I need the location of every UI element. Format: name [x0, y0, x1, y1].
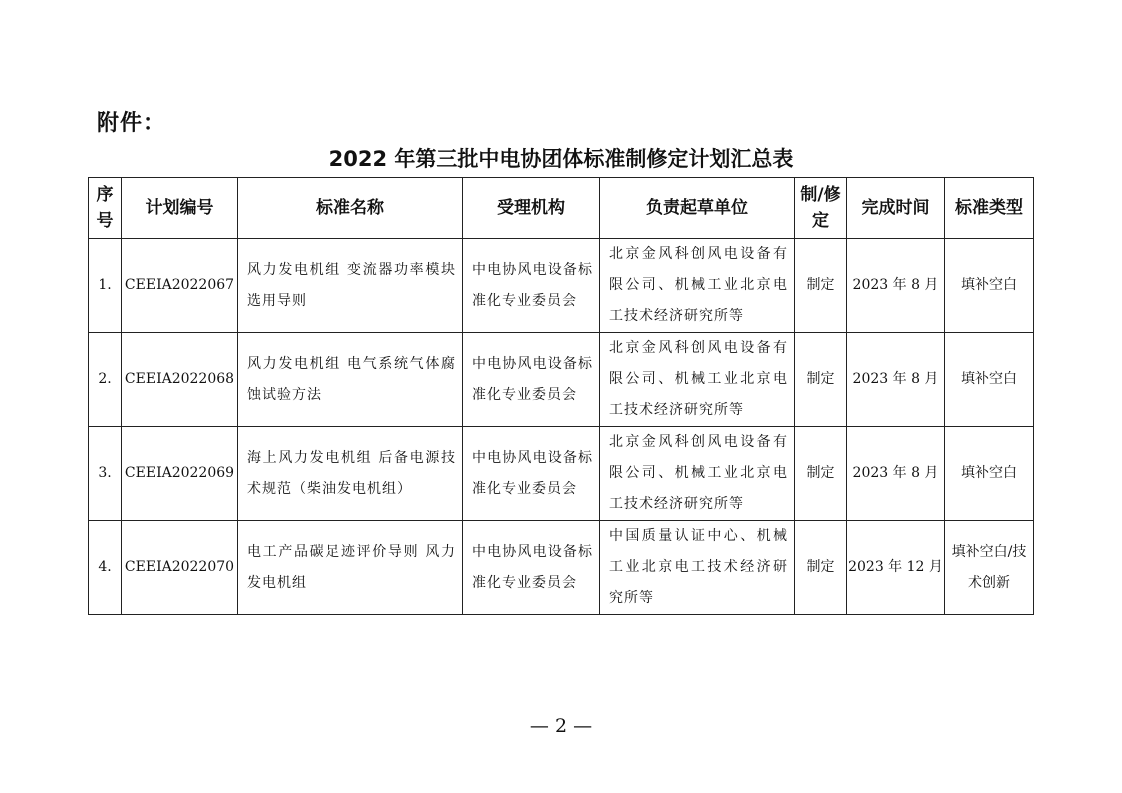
revision-type-cell: 制定	[795, 521, 847, 615]
header-serial-no: 序号	[89, 178, 122, 239]
plan-code-cell: CEEIA2022068	[122, 333, 238, 427]
standard-category-cell: 填补空白	[945, 427, 1034, 521]
serial-no-cell: 2.	[89, 333, 122, 427]
completion-time-cell: 2023 年 8 月	[847, 239, 945, 333]
header-drafting-unit: 负责起草单位	[600, 178, 795, 239]
completion-time-cell: 2023 年 8 月	[847, 333, 945, 427]
table-row	[89, 427, 1034, 521]
header-completion-time: 完成时间	[847, 178, 945, 239]
header-accepting-agency: 受理机构	[463, 178, 600, 239]
serial-no-cell: 4.	[89, 521, 122, 615]
table-header-row	[89, 178, 1034, 239]
accepting-agency-cell: 中电协风电设备标准化专业委员会	[463, 333, 600, 427]
table-row	[89, 239, 1034, 333]
standard-category-cell: 填补空白	[945, 333, 1034, 427]
accepting-agency-cell: 中电协风电设备标准化专业委员会	[463, 521, 600, 615]
header-standard-category: 标准类型	[945, 178, 1034, 239]
drafting-unit-cell: 北京金风科创风电设备有限公司、机械工业北京电工技术经济研究所等	[600, 239, 795, 333]
accepting-agency-cell: 中电协风电设备标准化专业委员会	[463, 427, 600, 521]
standard-name-cell: 风力发电机组 电气系统气体腐蚀试验方法	[238, 333, 463, 427]
table-row	[89, 333, 1034, 427]
standard-category-cell: 填补空白	[945, 239, 1034, 333]
revision-type-cell: 制定	[795, 427, 847, 521]
document-title: 2022 年第三批中电协团体标准制修定计划汇总表	[328, 147, 794, 171]
serial-no-cell: 3.	[89, 427, 122, 521]
plan-summary-table	[88, 177, 1034, 615]
table-row	[89, 521, 1034, 615]
header-standard-name: 标准名称	[238, 178, 463, 239]
completion-time-cell: 2023 年 12 月	[847, 521, 945, 615]
standard-name-cell: 海上风力发电机组 后备电源技术规范（柴油发电机组）	[238, 427, 463, 521]
standard-name-cell: 风力发电机组 变流器功率模块选用导则	[238, 239, 463, 333]
drafting-unit-cell: 北京金风科创风电设备有限公司、机械工业北京电工技术经济研究所等	[600, 333, 795, 427]
header-revision-type: 制/修定	[795, 178, 847, 239]
header-plan-code: 计划编号	[122, 178, 238, 239]
standard-category-cell: 填补空白/技术创新	[945, 521, 1034, 615]
plan-code-cell: CEEIA2022070	[122, 521, 238, 615]
attachment-label: 附件：	[97, 111, 167, 136]
drafting-unit-cell: 中国质量认证中心、机械工业北京电工技术经济研究所等	[600, 521, 795, 615]
page-number: — 2 —	[529, 715, 593, 737]
serial-no-cell: 1.	[89, 239, 122, 333]
standard-name-cell: 电工产品碳足迹评价导则 风力发电机组	[238, 521, 463, 615]
completion-time-cell: 2023 年 8 月	[847, 427, 945, 521]
revision-type-cell: 制定	[795, 239, 847, 333]
plan-code-cell: CEEIA2022069	[122, 427, 238, 521]
accepting-agency-cell: 中电协风电设备标准化专业委员会	[463, 239, 600, 333]
revision-type-cell: 制定	[795, 333, 847, 427]
drafting-unit-cell: 北京金风科创风电设备有限公司、机械工业北京电工技术经济研究所等	[600, 427, 795, 521]
plan-code-cell: CEEIA2022067	[122, 239, 238, 333]
